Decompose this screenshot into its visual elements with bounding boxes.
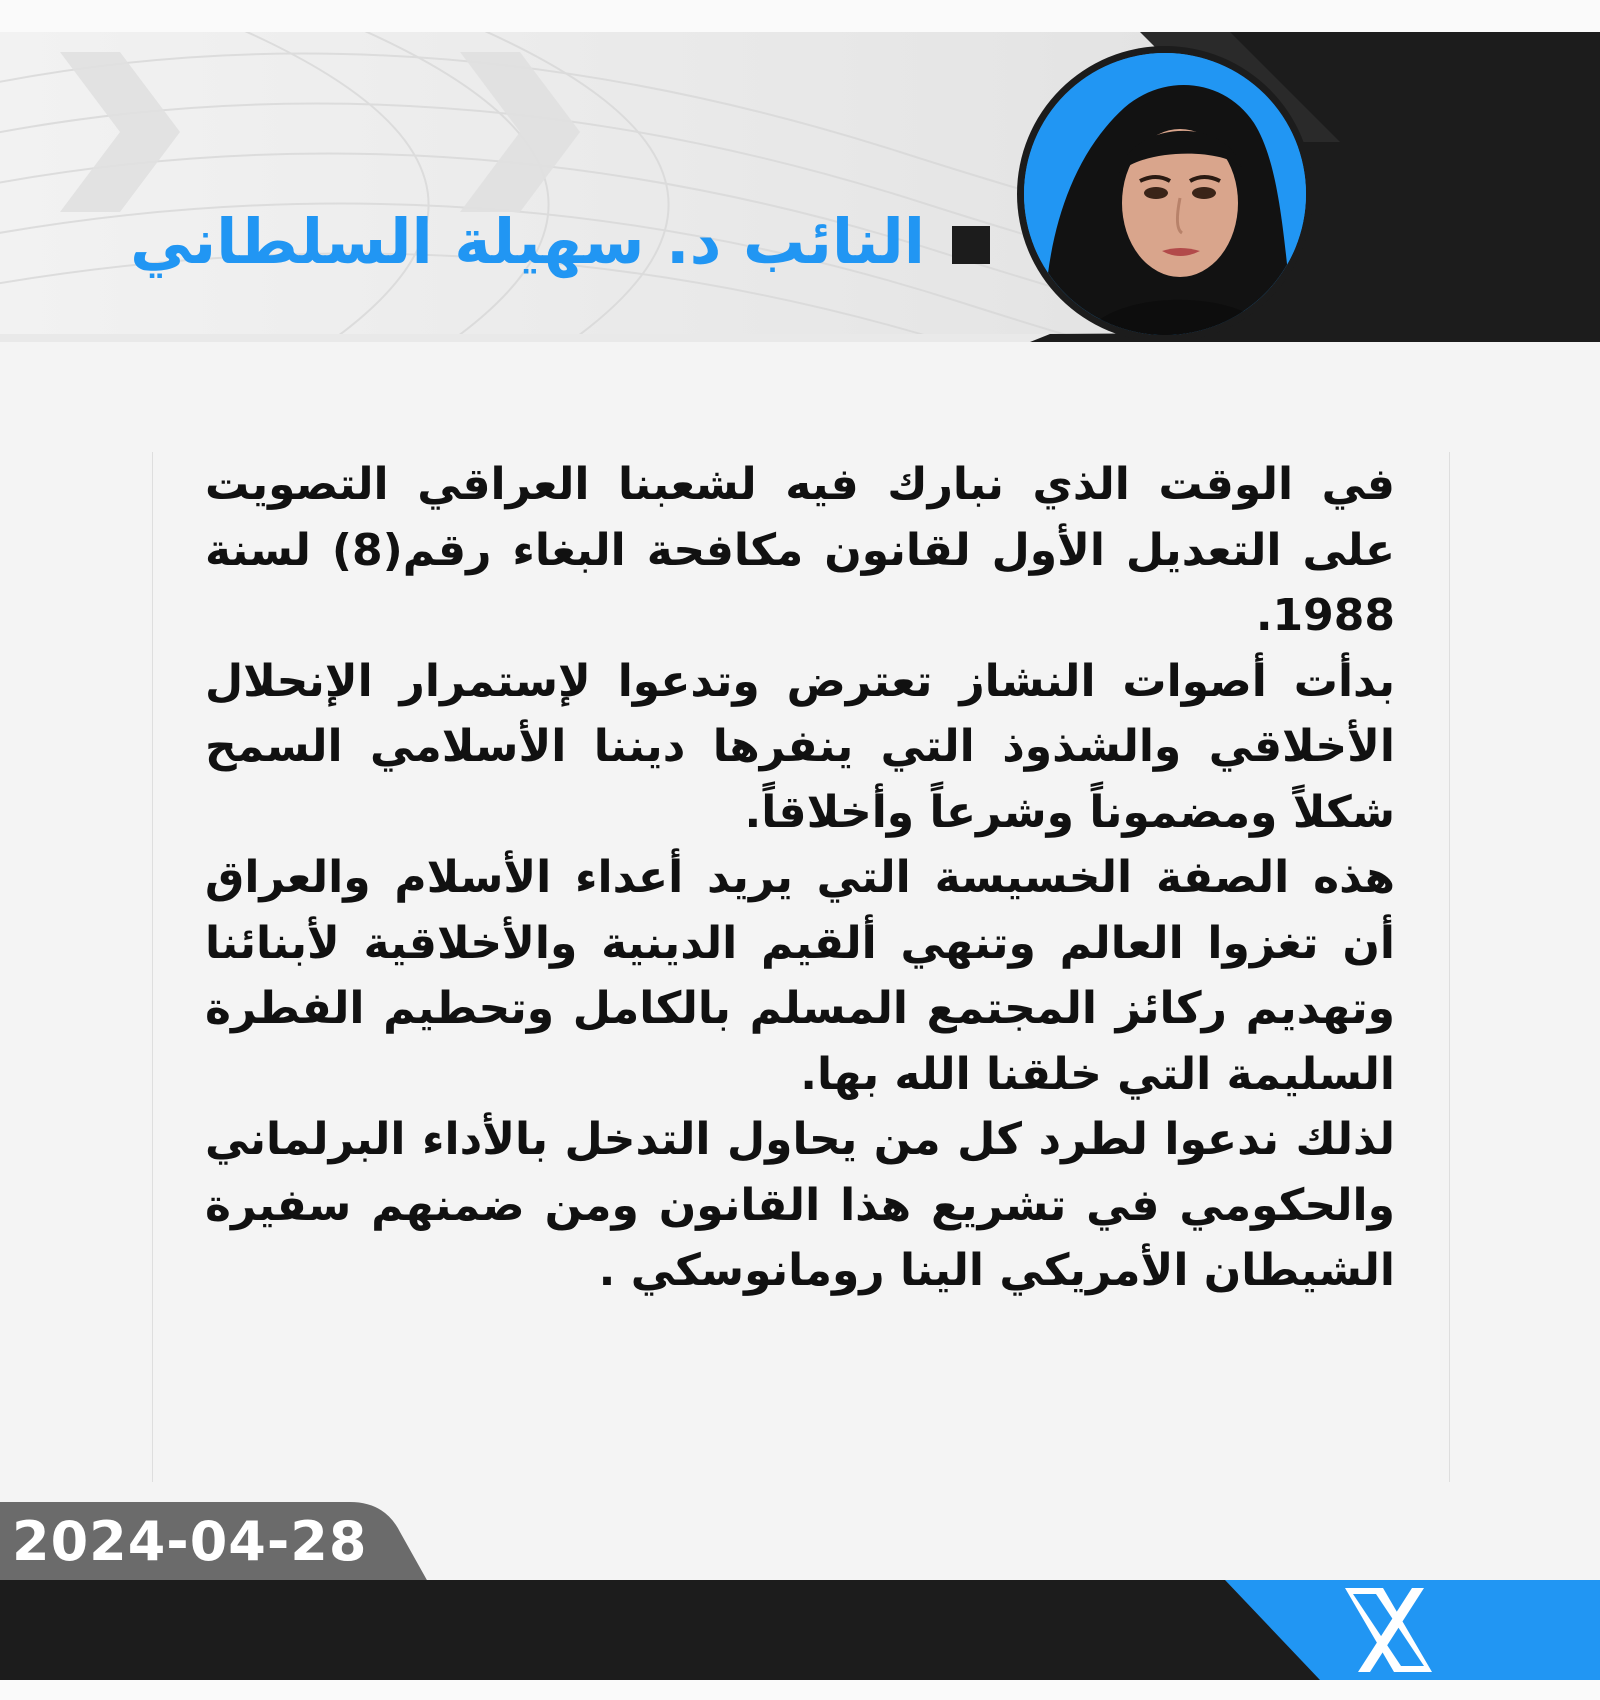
- square-bullet-icon: [952, 226, 990, 264]
- footer-bar: [0, 1580, 1600, 1680]
- statement-text: [205, 452, 1395, 1304]
- portrait-icon: [1024, 53, 1306, 335]
- name-row: [50, 202, 1010, 292]
- statement-paragraph-1: في الوقت الذي نبارك فيه لشعبنا العراقي التصويت على التعديل الأول لقانون مكافحة البغاء رقم(8) لسنة 1988.: [205, 459, 1395, 641]
- statement-paragraph-2: بدأت أصوات النشاز تعترض وتدعوا لإستمرار الإنحلال الأخلاقي والشذوذ التي ينفرها ديننا الأسلامي السمح شكلاً ومضموناً وشرعاً وأخلاقاً.: [205, 655, 1395, 838]
- statement-paragraph-4: لذلك ندعوا لطرد كل من يحاول التدخل بالأداء البرلماني والحكومي في تشريع هذا القانون ومن ضمنهم سفيرة الشيطان الأمريكي الينا رومانوسكي .: [205, 1114, 1395, 1296]
- avatar: [1024, 53, 1306, 335]
- statement-paragraph-3: هذه الصفة الخسيسة التي يريد أعداء الأسلام والعراق أن تغزوا العالم وتنهي ألقيم الدينية والأخلاقية لأبنائنا وتهديم ركائز المجتمع المسلم بالكامل وتحطيم الفطرة السليمة التي خلقنا الله بها.: [205, 852, 1395, 1100]
- header-background: [0, 32, 1600, 342]
- mp-name-title: النائب د. سهيلة السلطاني: [130, 205, 925, 278]
- top-margin: [0, 0, 1600, 32]
- header-banner: [0, 32, 1600, 342]
- bottom-margin: [0, 1680, 1600, 1700]
- post-date: 2024-04-28: [12, 1510, 368, 1573]
